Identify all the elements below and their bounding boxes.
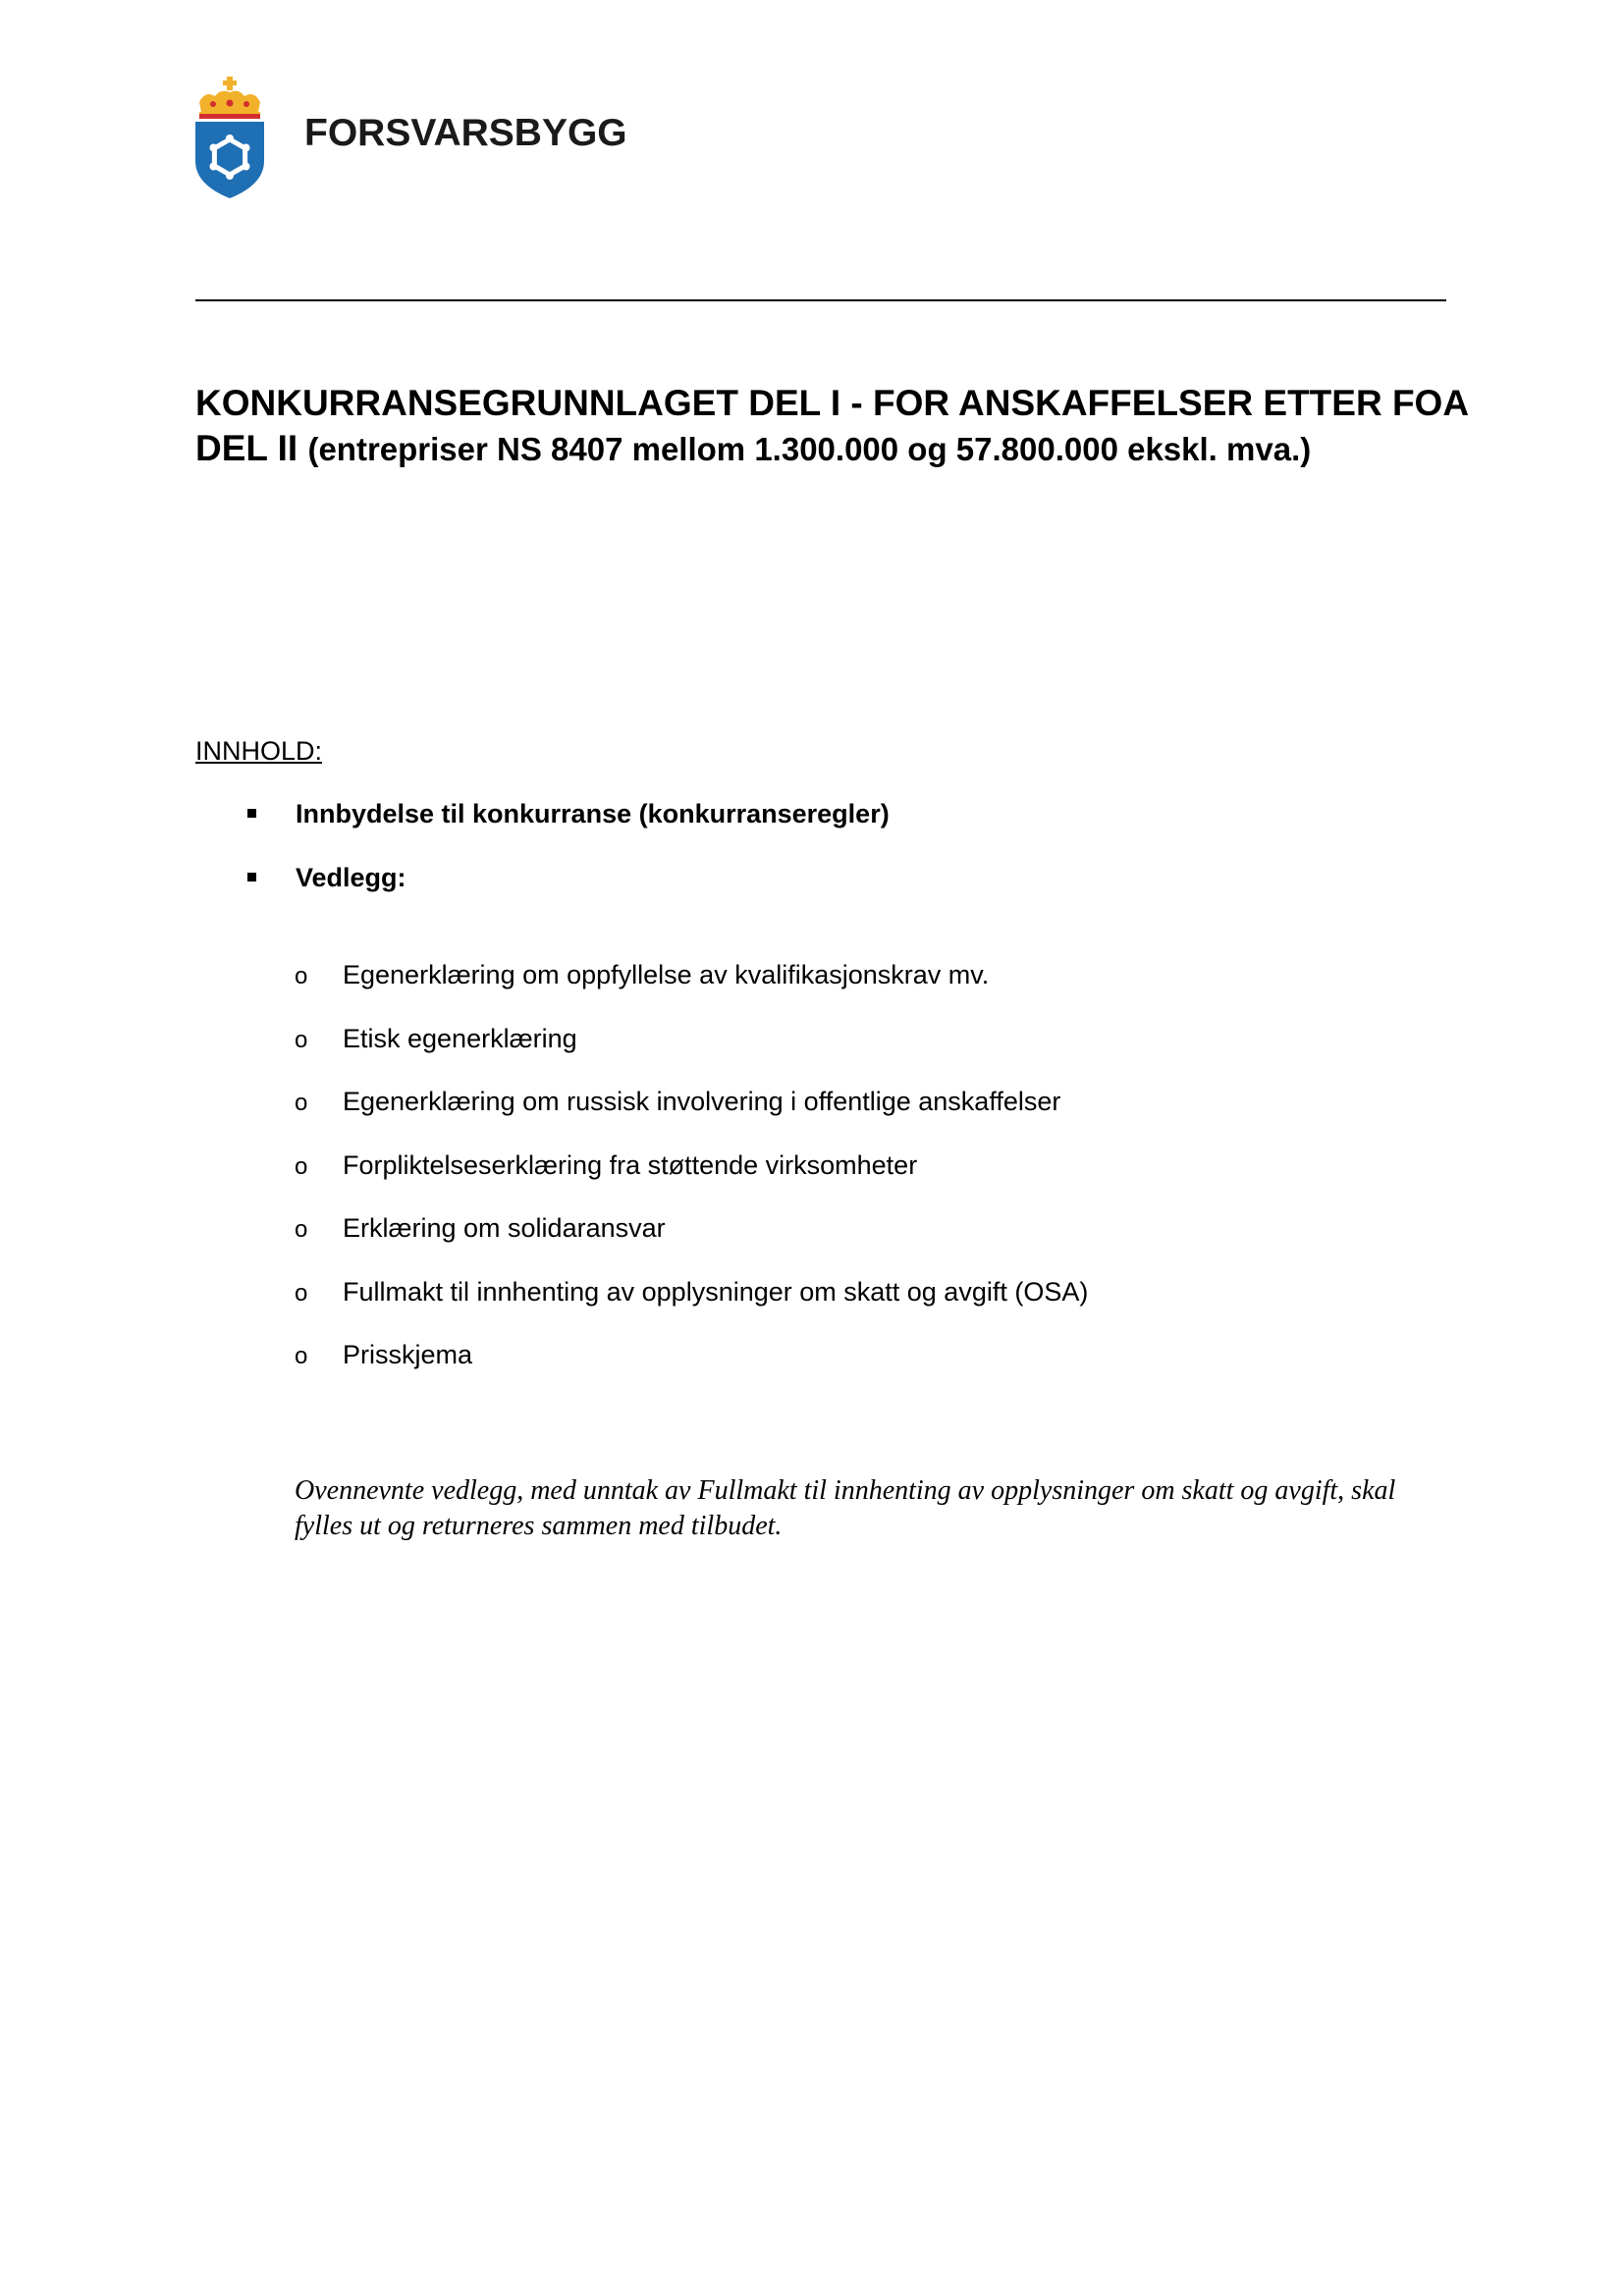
square-bullet-icon (247, 873, 256, 881)
circle-bullet-icon: o (295, 1026, 308, 1053)
attachment-label: Fullmakt til innhenting av opplysninger om skatt og avgift (OSA) (343, 1276, 1089, 1307)
attachment-label: Erklæring om solidaransvar (343, 1213, 666, 1243)
title-main: KONKURRANSEGRUNNLAGET DEL I - FOR ANSKAFFELSER ETTER FOA DEL II (195, 383, 1468, 468)
forsvarsbygg-crest-icon (193, 77, 266, 198)
attachment-label: Egenerklæring om russisk involvering i offentlige anskaffelser (343, 1087, 1061, 1116)
contents-item-label: Vedlegg: (296, 863, 406, 892)
circle-bullet-icon: o (295, 1279, 308, 1307)
circle-bullet-icon: o (295, 1216, 308, 1243)
attachment-label: Prisskjema (343, 1340, 473, 1369)
toc-heading: INNHOLD: (195, 736, 323, 766)
circle-bullet-icon: o (295, 1152, 308, 1180)
circle-bullet-icon: o (295, 1343, 308, 1369)
attachment-label: Etisk egenerklæring (343, 1023, 577, 1053)
attachment-label: Forpliktelseserklæring fra støttende virksomheter (343, 1149, 918, 1180)
title-subtitle: (entrepriser NS 8407 mellom 1.300.000 og 57.800.000 ekskl. mva.) (307, 431, 1312, 467)
circle-bullet-icon: o (295, 963, 308, 989)
header-divider (195, 299, 1446, 301)
org-name: FORSVARSBYGG (304, 112, 627, 154)
contents-item-label: Innbydelse til konkurranse (konkurranseregler) (296, 799, 890, 828)
square-bullet-icon (247, 809, 256, 818)
attachments-note: Ovennevnte vedlegg, med unntak av Fullmakt til innhenting av opplysninger om skatt og avgift, skal fylles ut og returneres sammen med tilbudet. (295, 1475, 1396, 1541)
circle-bullet-icon: o (295, 1090, 308, 1116)
document-title (195, 381, 1491, 472)
attachment-label: Egenerklæring om oppfyllelse av kvalifikasjonskrav mv. (343, 960, 990, 989)
